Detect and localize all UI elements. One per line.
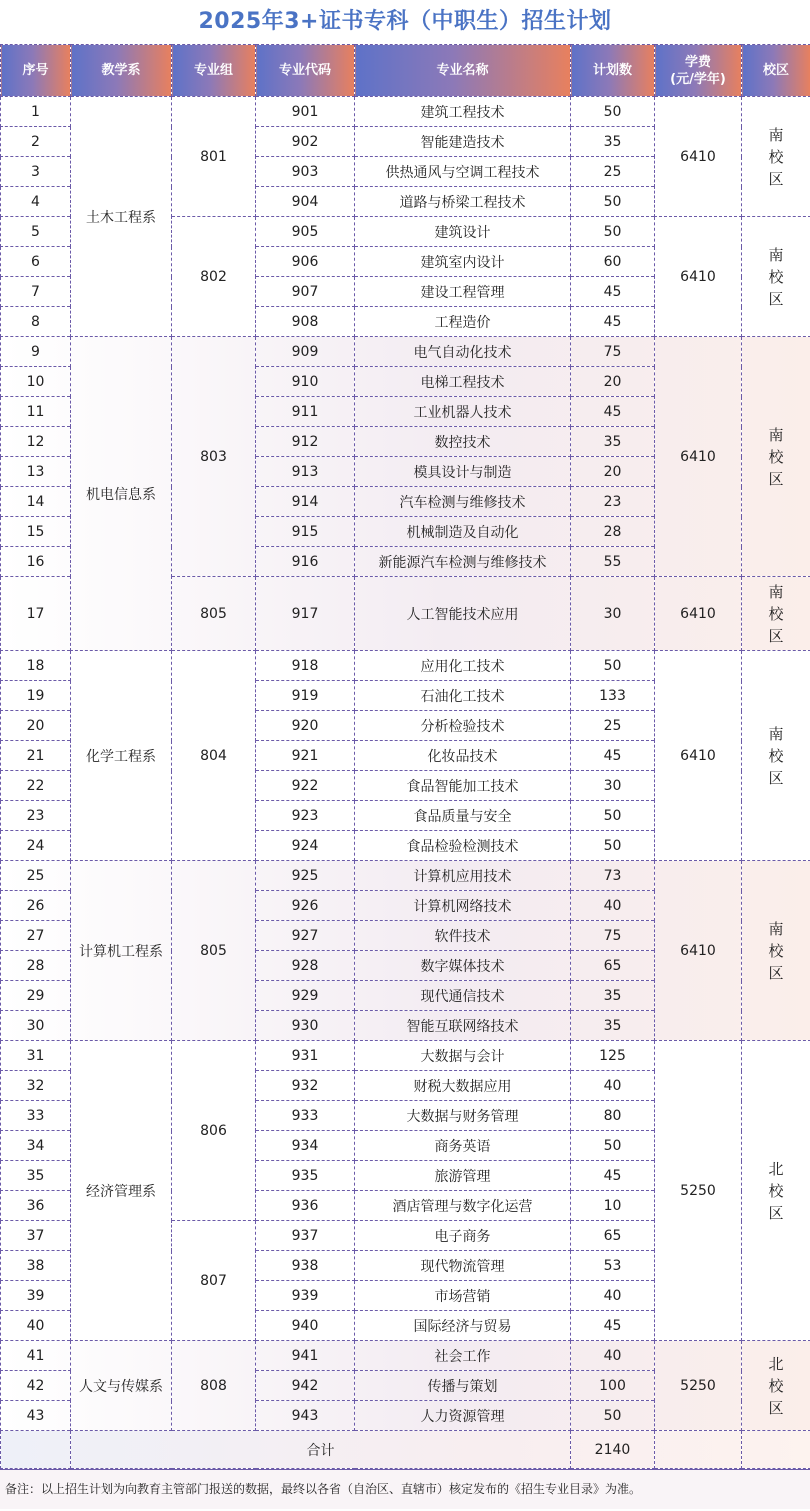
major-name-cell: 大数据与会计 (355, 1041, 571, 1071)
header-code: 专业代码 (256, 45, 355, 97)
table-row (1, 861, 810, 891)
major-name-cell: 供热通风与空调工程技术 (355, 157, 571, 187)
plan-cell: 23 (571, 487, 655, 517)
total-fee-cell (655, 1431, 742, 1469)
major-name-cell: 石油化工技术 (355, 681, 571, 711)
group-cell: 802 (172, 217, 256, 337)
total-seq-cell (1, 1431, 71, 1469)
plan-cell: 133 (571, 681, 655, 711)
department-cell: 经济管理系 (71, 1041, 172, 1341)
plan-cell: 35 (571, 981, 655, 1011)
code-cell: 901 (256, 97, 355, 127)
code-cell: 938 (256, 1251, 355, 1281)
seq-cell: 15 (1, 517, 71, 547)
plan-cell: 75 (571, 337, 655, 367)
campus-cell: 南 校 区 (742, 97, 810, 217)
seq-cell: 39 (1, 1281, 71, 1311)
major-name-cell: 建设工程管理 (355, 277, 571, 307)
plan-cell: 55 (571, 547, 655, 577)
major-name-cell: 人工智能技术应用 (355, 577, 571, 651)
code-cell: 918 (256, 651, 355, 681)
major-name-cell: 新能源汽车检测与维修技术 (355, 547, 571, 577)
plan-cell: 40 (571, 1071, 655, 1101)
seq-cell: 43 (1, 1401, 71, 1431)
seq-cell: 33 (1, 1101, 71, 1131)
group-cell: 805 (172, 861, 256, 1041)
code-cell: 921 (256, 741, 355, 771)
seq-cell: 18 (1, 651, 71, 681)
group-cell: 806 (172, 1041, 256, 1221)
code-cell: 919 (256, 681, 355, 711)
campus-cell: 南 校 区 (742, 337, 810, 577)
code-cell: 932 (256, 1071, 355, 1101)
major-name-cell: 人力资源管理 (355, 1401, 571, 1431)
major-name-cell: 国际经济与贸易 (355, 1311, 571, 1341)
major-name-cell: 机械制造及自动化 (355, 517, 571, 547)
major-name-cell: 食品检验检测技术 (355, 831, 571, 861)
footnote: 备注：以上招生计划为向教育主管部门报送的数据，最终以各省（自治区、直辖市）核定发布的《招生专业目录》为准。 (0, 1469, 810, 1509)
seq-cell: 23 (1, 801, 71, 831)
plan-cell: 25 (571, 711, 655, 741)
fee-cell: 5250 (655, 1341, 742, 1431)
seq-cell: 26 (1, 891, 71, 921)
seq-cell: 19 (1, 681, 71, 711)
seq-cell: 42 (1, 1371, 71, 1401)
major-name-cell: 市场营销 (355, 1281, 571, 1311)
major-name-cell: 智能互联网络技术 (355, 1011, 571, 1041)
code-cell: 924 (256, 831, 355, 861)
code-cell: 911 (256, 397, 355, 427)
major-name-cell: 大数据与财务管理 (355, 1101, 571, 1131)
code-cell: 910 (256, 367, 355, 397)
code-cell: 936 (256, 1191, 355, 1221)
major-name-cell: 现代物流管理 (355, 1251, 571, 1281)
header-campus: 校区 (742, 45, 810, 97)
plan-cell: 45 (571, 397, 655, 427)
code-cell: 937 (256, 1221, 355, 1251)
major-name-cell: 电气自动化技术 (355, 337, 571, 367)
fee-cell: 6410 (655, 861, 742, 1041)
code-cell: 931 (256, 1041, 355, 1071)
plan-cell: 45 (571, 1311, 655, 1341)
total-value: 2140 (571, 1431, 655, 1469)
enrollment-plan-table (0, 44, 810, 1469)
major-name-cell: 电子商务 (355, 1221, 571, 1251)
plan-cell: 50 (571, 1131, 655, 1161)
major-name-cell: 软件技术 (355, 921, 571, 951)
table-row (1, 651, 810, 681)
plan-cell: 20 (571, 457, 655, 487)
seq-cell: 24 (1, 831, 71, 861)
major-name-cell: 计算机应用技术 (355, 861, 571, 891)
group-cell: 804 (172, 651, 256, 861)
plan-cell: 50 (571, 187, 655, 217)
seq-cell: 41 (1, 1341, 71, 1371)
plan-cell: 35 (571, 1011, 655, 1041)
header-department: 教学系 (71, 45, 172, 97)
table-body (1, 97, 810, 1431)
campus-cell: 南 校 区 (742, 651, 810, 861)
plan-cell: 20 (571, 367, 655, 397)
code-cell: 935 (256, 1161, 355, 1191)
plan-cell: 45 (571, 307, 655, 337)
group-cell: 807 (172, 1221, 256, 1341)
page-title: 2025年3+证书专科（中职生）招生计划 (198, 9, 612, 34)
seq-cell: 6 (1, 247, 71, 277)
plan-cell: 10 (571, 1191, 655, 1221)
department-cell: 土木工程系 (71, 97, 172, 337)
major-name-cell: 旅游管理 (355, 1161, 571, 1191)
code-cell: 908 (256, 307, 355, 337)
header-fee: 学费 (元/学年) (655, 45, 742, 97)
plan-cell: 45 (571, 277, 655, 307)
campus-cell: 南 校 区 (742, 861, 810, 1041)
plan-cell: 60 (571, 247, 655, 277)
seq-cell: 27 (1, 921, 71, 951)
seq-cell: 21 (1, 741, 71, 771)
plan-cell: 45 (571, 741, 655, 771)
seq-cell: 25 (1, 861, 71, 891)
code-cell: 906 (256, 247, 355, 277)
table-row (1, 1041, 810, 1071)
major-name-cell: 食品智能加工技术 (355, 771, 571, 801)
plan-cell: 40 (571, 1281, 655, 1311)
major-name-cell: 分析检验技术 (355, 711, 571, 741)
plan-cell: 30 (571, 771, 655, 801)
code-cell: 917 (256, 577, 355, 651)
code-cell: 940 (256, 1311, 355, 1341)
code-cell: 942 (256, 1371, 355, 1401)
major-name-cell: 工程造价 (355, 307, 571, 337)
code-cell: 909 (256, 337, 355, 367)
major-name-cell: 食品质量与安全 (355, 801, 571, 831)
plan-cell: 75 (571, 921, 655, 951)
seq-cell: 40 (1, 1311, 71, 1341)
seq-cell: 12 (1, 427, 71, 457)
major-name-cell: 现代通信技术 (355, 981, 571, 1011)
seq-cell: 3 (1, 157, 71, 187)
group-cell: 803 (172, 337, 256, 577)
plan-cell: 50 (571, 1401, 655, 1431)
fee-cell: 6410 (655, 97, 742, 217)
header-major: 专业名称 (355, 45, 571, 97)
major-name-cell: 社会工作 (355, 1341, 571, 1371)
code-cell: 933 (256, 1101, 355, 1131)
code-cell: 934 (256, 1131, 355, 1161)
fee-cell: 6410 (655, 651, 742, 861)
seq-cell: 22 (1, 771, 71, 801)
seq-cell: 28 (1, 951, 71, 981)
seq-cell: 10 (1, 367, 71, 397)
plan-cell: 50 (571, 217, 655, 247)
total-label: 合计 (71, 1431, 571, 1469)
code-cell: 904 (256, 187, 355, 217)
seq-cell: 34 (1, 1131, 71, 1161)
code-cell: 941 (256, 1341, 355, 1371)
seq-cell: 1 (1, 97, 71, 127)
major-name-cell: 汽车检测与维修技术 (355, 487, 571, 517)
major-name-cell: 建筑室内设计 (355, 247, 571, 277)
seq-cell: 37 (1, 1221, 71, 1251)
major-name-cell: 建筑设计 (355, 217, 571, 247)
code-cell: 943 (256, 1401, 355, 1431)
seq-cell: 9 (1, 337, 71, 367)
plan-cell: 35 (571, 127, 655, 157)
plan-cell: 65 (571, 1221, 655, 1251)
campus-cell: 南 校 区 (742, 217, 810, 337)
seq-cell: 32 (1, 1071, 71, 1101)
department-cell: 计算机工程系 (71, 861, 172, 1041)
table-row (1, 97, 810, 127)
code-cell: 923 (256, 801, 355, 831)
plan-cell: 45 (571, 1161, 655, 1191)
code-cell: 912 (256, 427, 355, 457)
code-cell: 902 (256, 127, 355, 157)
major-name-cell: 模具设计与制造 (355, 457, 571, 487)
code-cell: 925 (256, 861, 355, 891)
seq-cell: 20 (1, 711, 71, 741)
major-name-cell: 化妆品技术 (355, 741, 571, 771)
major-name-cell: 商务英语 (355, 1131, 571, 1161)
major-name-cell: 智能建造技术 (355, 127, 571, 157)
fee-cell: 5250 (655, 1041, 742, 1341)
table-row (1, 1341, 810, 1371)
code-cell: 916 (256, 547, 355, 577)
header-group: 专业组 (172, 45, 256, 97)
plan-cell: 25 (571, 157, 655, 187)
plan-cell: 73 (571, 861, 655, 891)
plan-cell: 65 (571, 951, 655, 981)
major-name-cell: 工业机器人技术 (355, 397, 571, 427)
seq-cell: 17 (1, 577, 71, 651)
code-cell: 939 (256, 1281, 355, 1311)
table-row (1, 337, 810, 367)
code-cell: 915 (256, 517, 355, 547)
code-cell: 914 (256, 487, 355, 517)
seq-cell: 35 (1, 1161, 71, 1191)
major-name-cell: 数控技术 (355, 427, 571, 457)
major-name-cell: 应用化工技术 (355, 651, 571, 681)
group-cell: 805 (172, 577, 256, 651)
plan-cell: 50 (571, 97, 655, 127)
code-cell: 903 (256, 157, 355, 187)
total-campus-cell (742, 1431, 810, 1469)
major-name-cell: 财税大数据应用 (355, 1071, 571, 1101)
plan-cell: 50 (571, 831, 655, 861)
code-cell: 907 (256, 277, 355, 307)
major-name-cell: 酒店管理与数字化运营 (355, 1191, 571, 1221)
code-cell: 929 (256, 981, 355, 1011)
major-name-cell: 建筑工程技术 (355, 97, 571, 127)
seq-cell: 4 (1, 187, 71, 217)
code-cell: 913 (256, 457, 355, 487)
group-cell: 808 (172, 1341, 256, 1431)
plan-cell: 35 (571, 427, 655, 457)
seq-cell: 30 (1, 1011, 71, 1041)
major-name-cell: 传播与策划 (355, 1371, 571, 1401)
code-cell: 927 (256, 921, 355, 951)
plan-cell: 50 (571, 651, 655, 681)
seq-cell: 36 (1, 1191, 71, 1221)
code-cell: 905 (256, 217, 355, 247)
plan-cell: 28 (571, 517, 655, 547)
plan-cell: 40 (571, 891, 655, 921)
seq-cell: 5 (1, 217, 71, 247)
plan-cell: 50 (571, 801, 655, 831)
plan-cell: 125 (571, 1041, 655, 1071)
code-cell: 928 (256, 951, 355, 981)
seq-cell: 16 (1, 547, 71, 577)
major-name-cell: 电梯工程技术 (355, 367, 571, 397)
fee-cell: 6410 (655, 577, 742, 651)
plan-cell: 80 (571, 1101, 655, 1131)
campus-cell: 南 校 区 (742, 577, 810, 651)
code-cell: 922 (256, 771, 355, 801)
seq-cell: 14 (1, 487, 71, 517)
seq-cell: 11 (1, 397, 71, 427)
campus-cell: 北 校 区 (742, 1341, 810, 1431)
department-cell: 机电信息系 (71, 337, 172, 651)
seq-cell: 29 (1, 981, 71, 1011)
header-seq: 序号 (1, 45, 71, 97)
campus-cell: 北 校 区 (742, 1041, 810, 1341)
department-cell: 人文与传媒系 (71, 1341, 172, 1431)
fee-cell: 6410 (655, 337, 742, 577)
group-cell: 801 (172, 97, 256, 217)
plan-cell: 53 (571, 1251, 655, 1281)
header-plan: 计划数 (571, 45, 655, 97)
seq-cell: 38 (1, 1251, 71, 1281)
plan-cell: 30 (571, 577, 655, 651)
department-cell: 化学工程系 (71, 651, 172, 861)
seq-cell: 8 (1, 307, 71, 337)
major-name-cell: 道路与桥梁工程技术 (355, 187, 571, 217)
total-row (1, 1431, 810, 1469)
code-cell: 930 (256, 1011, 355, 1041)
fee-cell: 6410 (655, 217, 742, 337)
seq-cell: 2 (1, 127, 71, 157)
table-header-row (1, 45, 810, 97)
plan-cell: 100 (571, 1371, 655, 1401)
plan-cell: 40 (571, 1341, 655, 1371)
major-name-cell: 计算机网络技术 (355, 891, 571, 921)
major-name-cell: 数字媒体技术 (355, 951, 571, 981)
seq-cell: 31 (1, 1041, 71, 1071)
code-cell: 920 (256, 711, 355, 741)
seq-cell: 7 (1, 277, 71, 307)
seq-cell: 13 (1, 457, 71, 487)
code-cell: 926 (256, 891, 355, 921)
